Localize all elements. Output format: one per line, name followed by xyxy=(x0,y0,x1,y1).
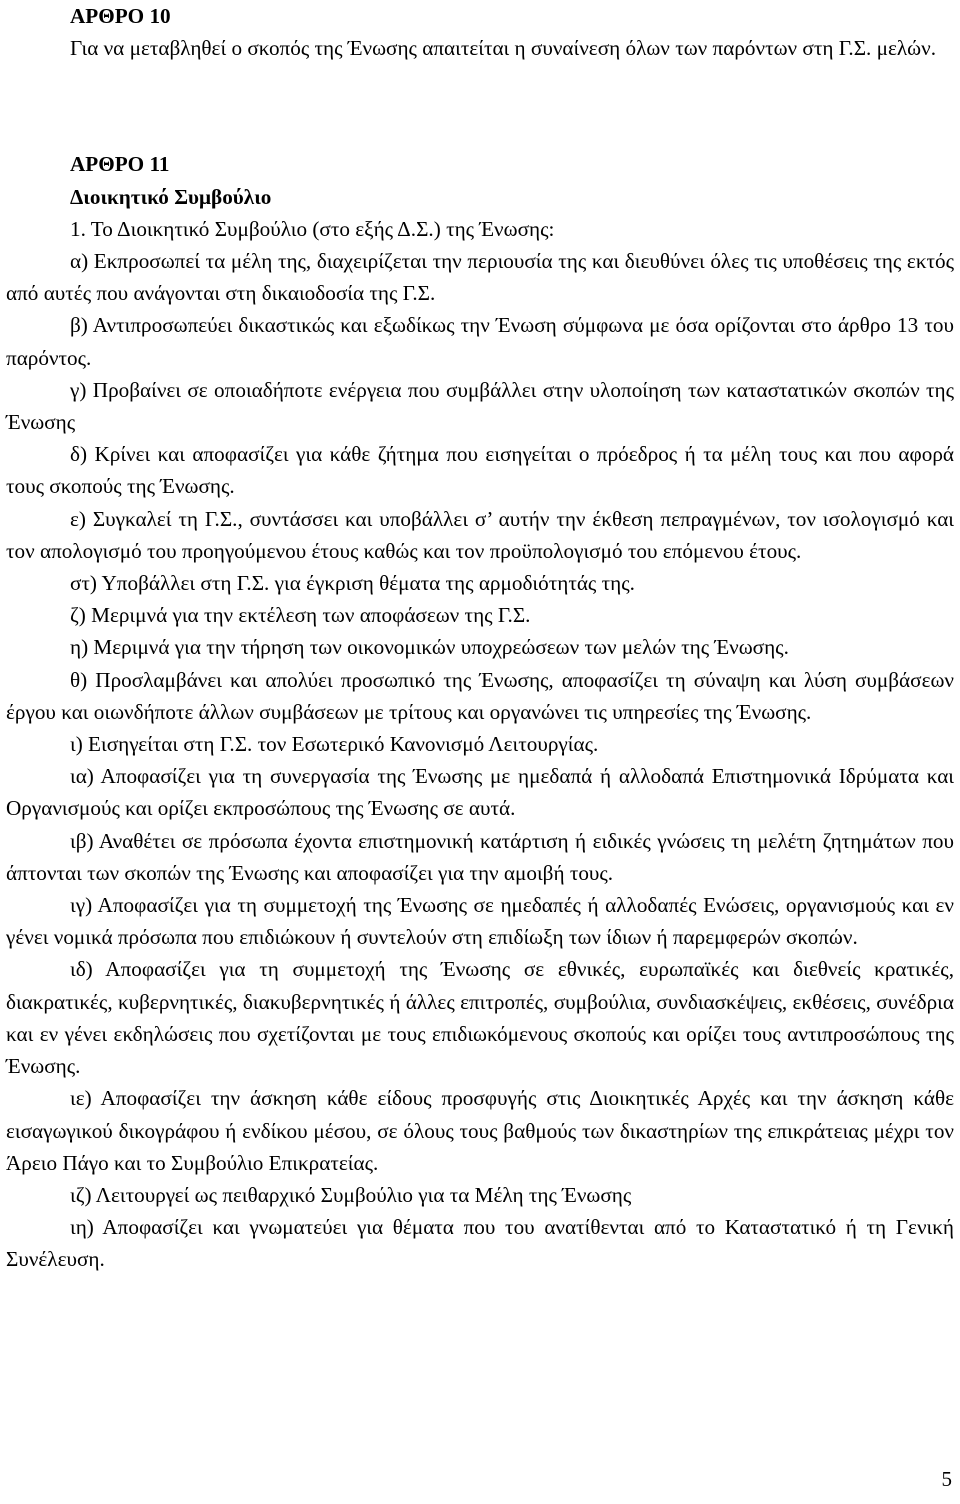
item-st: στ) Υποβάλλει στη Γ.Σ. για έγκριση θέματα της αρμοδιότητάς της. xyxy=(70,571,635,596)
article-10-title: ΑΡΘΡΟ 10 xyxy=(70,4,171,28)
item-a: α) Εκπροσωπεί τα μέλη της, διαχειρίζεται την περιουσία της και διευθύνει όλες τις υποθέσεις της εκτός από αυτές που ανάγονται στη δικαιοδοσία της Γ.Σ. xyxy=(6,249,954,306)
item-i: η) Μεριμνά για την τήρηση των οικονομικών υποχρεώσεων των μελών της Ένωσης. xyxy=(70,635,789,660)
article-11-subtitle: Διοικητικό Συμβούλιο xyxy=(70,184,272,209)
item-ig: ιγ) Αποφασίζει για τη συμμετοχή της Ένωσης σε ημεδαπές ή αλλοδαπές Ενώσεις, οργανισμούς και εν γένει νομικά πρόσωπα που επιδιώκουν ή συντελούν στη επιδίωξη των ίδιων ή παρεμφερών σκοπών. xyxy=(6,893,954,950)
item-c: γ) Προβαίνει σε οποιαδήποτε ενέργεια που συμβάλλει στην υλοποίηση των καταστατικών σκοπών της Ένωσης xyxy=(6,377,954,435)
section-spacer xyxy=(6,64,954,148)
item-ih: ιη) Αποφασίζει και γνωματεύει για θέματα που του ανατίθενται από το Καταστατικό ή τη Γενική Συνέλευση. xyxy=(6,1215,954,1272)
item-ia: ια) Αποφασίζει για τη συνεργασία της Ένωσης με ημεδαπά ή αλλοδαπά Επιστημονικά Ιδρύματα και Οργανισμούς και ορίζει εκπροσώπους της Ένωσης σε αυτά. xyxy=(6,764,954,821)
article-11-title: ΑΡΘΡΟ 11 xyxy=(70,152,170,177)
item-th: θ) Προσλαμβάνει και απολύει προσωπικό της Ένωσης, αποφασίζει τη σύναψη και λύση συμβάσεων έργου και οιωνδήποτε άλλων συμβάσεων με τρίτους και οργανώνει τις υπηρεσίες της Ένωσης. xyxy=(6,667,954,724)
item-e: ε) Συγκαλεί τη Γ.Σ., συντάσσει και υποβάλλει σ’ αυτήν την έκθεση πεπραγμένων, τον ισολογισμό και τον απολογισμό του προηγούμενου έτους καθώς και τον προϋπολογισμό του επόμενου έτους. xyxy=(6,506,954,563)
item-z: ζ) Μεριμνά για την εκτέλεση των αποφάσεων της Γ.Σ. xyxy=(70,603,531,628)
article-10-text: Για να μεταβληθεί ο σκοπός της Ένωσης απαιτείται η συναίνεση όλων των παρόντων στη Γ.Σ. μελών. xyxy=(70,36,936,61)
item-ib: ιβ) Αναθέτει σε πρόσωπα έχοντα επιστημονική κατάρτιση ή ειδικές γνώσεις τη μελέτη ζητημάτων που άπτονται των σκοπών της Ένωσης και αποφασίζει για την αμοιβή τους. xyxy=(6,828,954,885)
page-number: 5 xyxy=(941,1467,952,1491)
item-iz: ιζ) Λειτουργεί ως πειθαρχικό Συμβούλιο για τα Μέλη της Ένωσης xyxy=(70,1182,632,1207)
item-id: ιδ) Αποφασίζει για τη συμμετοχή της Ένωσης σε εθνικές, ευρωπαϊκές και διεθνείς κρατικές, διακρατικές, κυβερνητικές, διακυβερνητικές ή άλλες επιτροπές, συμβούλια, συνδιασκέψεις, εκθέσεις, συνέδρια και εν γένει εκδηλώσεις που σχετίζονται με τους επιδιωκόμενους σκοπούς και ορίζει τους αντιπροσώπους της Ένωσης. xyxy=(6,957,954,1079)
article-11-intro: 1. Το Διοικητικό Συμβούλιο (στο εξής Δ.Σ.) της Ένωσης: xyxy=(70,216,555,241)
item-ie: ιε) Αποφασίζει την άσκηση κάθε είδους προσφυγής στις Διοικητικές Αρχές και την άσκηση κάθε εισαγωγικού δικογράφου ή ενδίκου μέσου, σε όλους τους βαθμούς των δικαστηρίων της επικράτειας μέχρι τον Άρειο Πάγο και το Συμβούλιο Επικρατείας. xyxy=(6,1086,954,1175)
item-d: δ) Κρίνει και αποφασίζει για κάθε ζήτημα που εισηγείται ο πρόεδρος ή τα μέλη τους και που αφορά τους σκοπούς της Ένωσης. xyxy=(6,442,954,499)
item-iota: ι) Εισηγείται στη Γ.Σ. τον Εσωτερικό Κανονισμό Λειτουργίας. xyxy=(70,732,599,757)
item-b: β) Αντιπροσωπεύει δικαστικώς και εξωδίκως την Ένωση σύμφωνα με όσα ορίζονται στο άρθρο 13 του παρόντος. xyxy=(6,313,954,370)
document-body xyxy=(6,0,954,1276)
